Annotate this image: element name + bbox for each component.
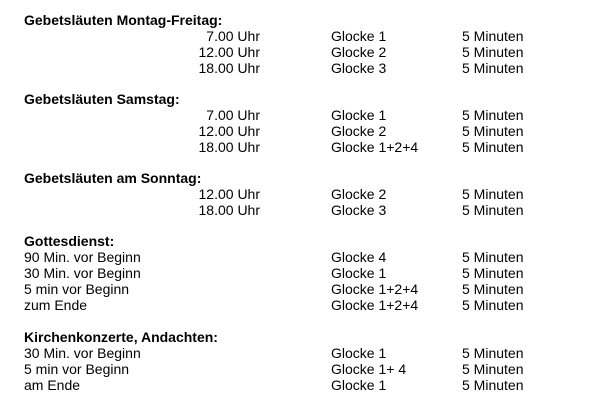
bell-cell: Glocke 1 bbox=[331, 107, 387, 123]
schedule-row bbox=[0, 139, 601, 155]
duration-cell: 5 Minuten bbox=[462, 186, 524, 202]
duration-cell: 5 Minuten bbox=[462, 281, 524, 297]
duration-cell: 5 Minuten bbox=[462, 202, 524, 218]
bell-cell: Glocke 2 bbox=[331, 123, 387, 139]
bell-cell: Glocke 1 bbox=[331, 28, 387, 44]
timing-label: zum Ende bbox=[24, 297, 88, 313]
bell-cell: Glocke 1 bbox=[331, 345, 387, 361]
duration-cell: 5 Minuten bbox=[462, 361, 524, 377]
duration-cell: 5 Minuten bbox=[462, 377, 524, 393]
timing-label: 5 min vor Beginn bbox=[24, 361, 130, 377]
schedule-row bbox=[0, 28, 601, 44]
schedule-row bbox=[0, 186, 601, 202]
schedule-row bbox=[0, 377, 601, 393]
section-heading-sunday: Gebetsläuten am Sonntag: bbox=[24, 170, 202, 186]
time-cell: 7.00 Uhr bbox=[206, 28, 260, 44]
time-cell: 18.00 Uhr bbox=[198, 60, 260, 76]
time-cell: 18.00 Uhr bbox=[198, 139, 260, 155]
schedule-row bbox=[0, 265, 601, 281]
bell-cell: Glocke 3 bbox=[331, 60, 387, 76]
bell-cell: Glocke 1 bbox=[331, 377, 387, 393]
schedule-row bbox=[0, 202, 601, 218]
time-cell: 12.00 Uhr bbox=[198, 123, 260, 139]
bell-cell: Glocke 4 bbox=[331, 249, 387, 265]
time-cell: 7.00 Uhr bbox=[206, 107, 260, 123]
timing-label: 5 min vor Beginn bbox=[24, 281, 130, 297]
schedule-row bbox=[0, 345, 601, 361]
schedule-row bbox=[0, 123, 601, 139]
bell-cell: Glocke 2 bbox=[331, 44, 387, 60]
section-heading-service: Gottesdienst: bbox=[24, 233, 115, 249]
bell-cell: Glocke 1+2+4 bbox=[331, 281, 419, 297]
bell-cell: Glocke 1+2+4 bbox=[331, 139, 419, 155]
section-heading-saturday: Gebetsläuten Samstag: bbox=[24, 91, 180, 107]
schedule-row bbox=[0, 60, 601, 76]
duration-cell: 5 Minuten bbox=[462, 265, 524, 281]
time-cell: 12.00 Uhr bbox=[198, 186, 260, 202]
duration-cell: 5 Minuten bbox=[462, 297, 524, 313]
bell-cell: Glocke 3 bbox=[331, 202, 387, 218]
time-cell: 12.00 Uhr bbox=[198, 44, 260, 60]
schedule-row bbox=[0, 249, 601, 265]
section-heading-weekday: Gebetsläuten Montag-Freitag: bbox=[24, 12, 223, 28]
timing-label: 30 Min. vor Beginn bbox=[24, 345, 141, 361]
schedule-row bbox=[0, 281, 601, 297]
duration-cell: 5 Minuten bbox=[462, 139, 524, 155]
timing-label: 90 Min. vor Beginn bbox=[24, 249, 141, 265]
duration-cell: 5 Minuten bbox=[462, 28, 524, 44]
duration-cell: 5 Minuten bbox=[462, 60, 524, 76]
section-heading-concerts: Kirchenkonzerte, Andachten: bbox=[24, 329, 218, 345]
time-cell: 18.00 Uhr bbox=[198, 202, 260, 218]
bell-cell: Glocke 2 bbox=[331, 186, 387, 202]
duration-cell: 5 Minuten bbox=[462, 345, 524, 361]
schedule-row bbox=[0, 44, 601, 60]
duration-cell: 5 Minuten bbox=[462, 107, 524, 123]
schedule-row bbox=[0, 107, 601, 123]
bell-cell: Glocke 1+2+4 bbox=[331, 297, 419, 313]
timing-label: 30 Min. vor Beginn bbox=[24, 265, 141, 281]
schedule-row bbox=[0, 297, 601, 313]
duration-cell: 5 Minuten bbox=[462, 123, 524, 139]
duration-cell: 5 Minuten bbox=[462, 249, 524, 265]
schedule-row bbox=[0, 361, 601, 377]
timing-label: am Ende bbox=[24, 377, 81, 393]
bell-cell: Glocke 1 bbox=[331, 265, 387, 281]
duration-cell: 5 Minuten bbox=[462, 44, 524, 60]
bell-cell: Glocke 1+ 4 bbox=[331, 361, 407, 377]
